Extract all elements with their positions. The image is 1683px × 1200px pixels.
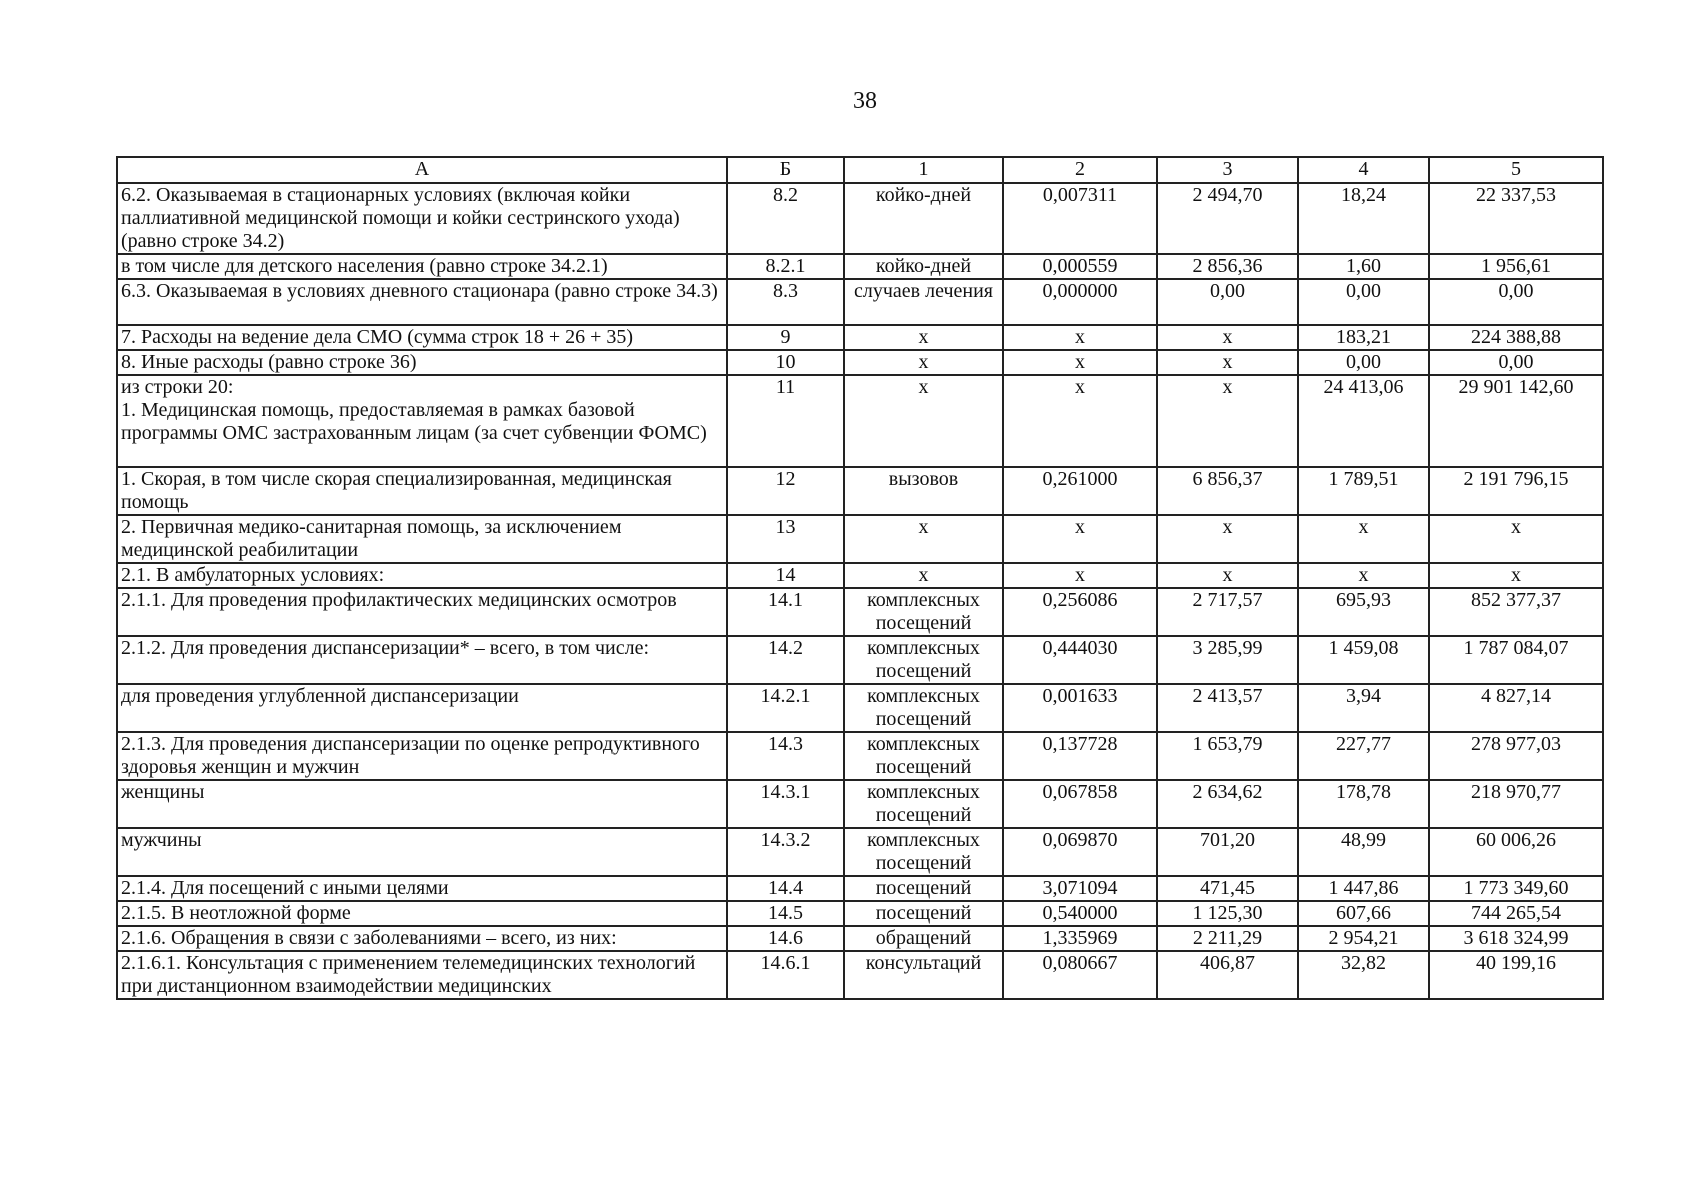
table-cell: 2 494,70: [1157, 183, 1298, 254]
row-label-cell: 1. Скорая, в том числе скорая специализированная, медицинская помощь: [117, 467, 727, 515]
row-label-cell: 7. Расходы на ведение дела СМО (сумма строк 18 + 26 + 35): [117, 325, 727, 350]
table-cell: 3,071094: [1003, 876, 1157, 901]
table-cell: 0,256086: [1003, 588, 1157, 636]
table-cell: комплексных посещений: [844, 684, 1003, 732]
table-cell: х: [1003, 375, 1157, 467]
table-cell: х: [844, 375, 1003, 467]
table-cell: 8.3: [727, 279, 844, 325]
table-cell: 14.3.2: [727, 828, 844, 876]
row-label-cell: 6.3. Оказываемая в условиях дневного стационара (равно строке 34.3): [117, 279, 727, 325]
table-cell: 1 459,08: [1298, 636, 1429, 684]
table-cell: х: [1157, 325, 1298, 350]
row-label-cell: мужчины: [117, 828, 727, 876]
row-label-cell: 8. Иные расходы (равно строке 36): [117, 350, 727, 375]
table-cell: 1 956,61: [1429, 254, 1603, 279]
table-cell: 0,444030: [1003, 636, 1157, 684]
table-cell: 10: [727, 350, 844, 375]
table-cell: 14.5: [727, 901, 844, 926]
table-cell: 4 827,14: [1429, 684, 1603, 732]
row-label-cell: 2.1.2. Для проведения диспансеризации* – всего, в том числе:: [117, 636, 727, 684]
table-cell: 14.3: [727, 732, 844, 780]
table-cell: 8.2.1: [727, 254, 844, 279]
table-cell: 14.1: [727, 588, 844, 636]
table-cell: 18,24: [1298, 183, 1429, 254]
table-cell: 227,77: [1298, 732, 1429, 780]
table-cell: 471,45: [1157, 876, 1298, 901]
table-cell: 14: [727, 563, 844, 588]
table-cell: 701,20: [1157, 828, 1298, 876]
row-label-cell: 2.1.6.1. Консультация с применением телемедицинских технологий при дистанционном взаимодействии медицинских: [117, 951, 727, 999]
table-row: [117, 828, 1603, 876]
table-row: [117, 951, 1603, 999]
column-header: А: [117, 157, 727, 183]
table-cell: 9: [727, 325, 844, 350]
table-cell: 1,335969: [1003, 926, 1157, 951]
table-cell: 178,78: [1298, 780, 1429, 828]
table-row: [117, 732, 1603, 780]
row-label-cell: 2. Первичная медико-санитарная помощь, за исключением медицинской реабилитации: [117, 515, 727, 563]
table-cell: 0,540000: [1003, 901, 1157, 926]
table-row: [117, 325, 1603, 350]
header-row: [117, 157, 1603, 183]
table-cell: х: [1298, 563, 1429, 588]
table-cell: койко-дней: [844, 183, 1003, 254]
table-cell: комплексных посещений: [844, 780, 1003, 828]
table-cell: 24 413,06: [1298, 375, 1429, 467]
table-row: [117, 254, 1603, 279]
table-cell: х: [1429, 563, 1603, 588]
table-cell: 1 773 349,60: [1429, 876, 1603, 901]
table-row: [117, 876, 1603, 901]
table-cell: х: [1157, 350, 1298, 375]
column-header: 3: [1157, 157, 1298, 183]
table-cell: 0,00: [1429, 350, 1603, 375]
row-label-cell: 2.1.4. Для посещений с иными целями: [117, 876, 727, 901]
table-cell: х: [1003, 325, 1157, 350]
table-cell: 1,60: [1298, 254, 1429, 279]
table-cell: х: [844, 515, 1003, 563]
table-cell: 218 970,77: [1429, 780, 1603, 828]
table-cell: х: [1003, 350, 1157, 375]
table-cell: 14.6.1: [727, 951, 844, 999]
table-cell: х: [1429, 515, 1603, 563]
table-cell: 0,00: [1429, 279, 1603, 325]
table-cell: х: [1157, 375, 1298, 467]
table-cell: 60 006,26: [1429, 828, 1603, 876]
table-cell: 3 285,99: [1157, 636, 1298, 684]
table-row: [117, 780, 1603, 828]
row-label-cell: 2.1. В амбулаторных условиях:: [117, 563, 727, 588]
table-cell: 14.3.1: [727, 780, 844, 828]
table-cell: х: [1298, 515, 1429, 563]
table-row: [117, 588, 1603, 636]
table-cell: 1 447,86: [1298, 876, 1429, 901]
table-cell: 1 653,79: [1157, 732, 1298, 780]
table-cell: 0,00: [1298, 350, 1429, 375]
table-cell: 0,000000: [1003, 279, 1157, 325]
table-cell: 40 199,16: [1429, 951, 1603, 999]
table-cell: 2 856,36: [1157, 254, 1298, 279]
table-row: [117, 636, 1603, 684]
table-cell: 2 717,57: [1157, 588, 1298, 636]
table-row: [117, 375, 1603, 467]
table-cell: 2 211,29: [1157, 926, 1298, 951]
table-cell: 1 787 084,07: [1429, 636, 1603, 684]
table-cell: 13: [727, 515, 844, 563]
table-cell: 695,93: [1298, 588, 1429, 636]
row-label-cell: для проведения углубленной диспансеризации: [117, 684, 727, 732]
row-label-cell: женщины: [117, 780, 727, 828]
table-cell: 22 337,53: [1429, 183, 1603, 254]
table-cell: 3 618 324,99: [1429, 926, 1603, 951]
table-cell: вызовов: [844, 467, 1003, 515]
table-row: [117, 515, 1603, 563]
table-cell: 14.6: [727, 926, 844, 951]
table-cell: х: [1003, 563, 1157, 588]
table-body: [117, 183, 1603, 999]
table-row: [117, 279, 1603, 325]
table-cell: посещений: [844, 876, 1003, 901]
table-cell: 1 789,51: [1298, 467, 1429, 515]
row-label-cell: 2.1.3. Для проведения диспансеризации по оценке репродуктивного здоровья женщин и мужчин: [117, 732, 727, 780]
table-row: [117, 926, 1603, 951]
table-row: [117, 467, 1603, 515]
table-cell: посещений: [844, 901, 1003, 926]
table-cell: х: [1003, 515, 1157, 563]
table-row: [117, 350, 1603, 375]
table-cell: х: [844, 350, 1003, 375]
table-cell: 607,66: [1298, 901, 1429, 926]
page-number: 38: [853, 88, 877, 114]
table-cell: 14.2.1: [727, 684, 844, 732]
table-cell: 3,94: [1298, 684, 1429, 732]
table-row: [117, 183, 1603, 254]
column-header: Б: [727, 157, 844, 183]
table-cell: консультаций: [844, 951, 1003, 999]
table-cell: 0,000559: [1003, 254, 1157, 279]
row-label-cell: 6.2. Оказываемая в стационарных условиях (включая койки паллиативной медицинской помощи и койки сестринского ухода) (равно строке 34.2): [117, 183, 727, 254]
column-header: 4: [1298, 157, 1429, 183]
table-row: [117, 901, 1603, 926]
table-cell: 0,007311: [1003, 183, 1157, 254]
table-cell: х: [844, 563, 1003, 588]
table-cell: 744 265,54: [1429, 901, 1603, 926]
table-cell: 11: [727, 375, 844, 467]
table-cell: 2 634,62: [1157, 780, 1298, 828]
column-header: 2: [1003, 157, 1157, 183]
table-cell: 224 388,88: [1429, 325, 1603, 350]
table-cell: 2 954,21: [1298, 926, 1429, 951]
table-cell: 14.2: [727, 636, 844, 684]
column-header: 1: [844, 157, 1003, 183]
table-row: [117, 684, 1603, 732]
table-cell: 48,99: [1298, 828, 1429, 876]
table-cell: обращений: [844, 926, 1003, 951]
table-cell: 0,080667: [1003, 951, 1157, 999]
table-cell: 29 901 142,60: [1429, 375, 1603, 467]
table-cell: 183,21: [1298, 325, 1429, 350]
table-cell: 852 377,37: [1429, 588, 1603, 636]
table-cell: 2 191 796,15: [1429, 467, 1603, 515]
table-cell: комплексных посещений: [844, 828, 1003, 876]
table-cell: случаев лечения: [844, 279, 1003, 325]
table-cell: 8.2: [727, 183, 844, 254]
column-header: 5: [1429, 157, 1603, 183]
table-cell: х: [1157, 563, 1298, 588]
table-cell: 0,067858: [1003, 780, 1157, 828]
table-cell: 0,069870: [1003, 828, 1157, 876]
table-cell: 278 977,03: [1429, 732, 1603, 780]
table-cell: 0,261000: [1003, 467, 1157, 515]
table-cell: 2 413,57: [1157, 684, 1298, 732]
table-cell: х: [1157, 515, 1298, 563]
table-cell: 0,00: [1157, 279, 1298, 325]
table-cell: комплексных посещений: [844, 636, 1003, 684]
table-cell: 14.4: [727, 876, 844, 901]
table-cell: комплексных посещений: [844, 732, 1003, 780]
row-label-cell: 2.1.1. Для проведения профилактических медицинских осмотров: [117, 588, 727, 636]
table-cell: 1 125,30: [1157, 901, 1298, 926]
table-cell: 12: [727, 467, 844, 515]
row-label-cell: 2.1.5. В неотложной форме: [117, 901, 727, 926]
row-label-cell: в том числе для детского населения (равно строке 34.2.1): [117, 254, 727, 279]
table-cell: 32,82: [1298, 951, 1429, 999]
table-cell: х: [844, 325, 1003, 350]
table-cell: комплексных посещений: [844, 588, 1003, 636]
table-cell: 6 856,37: [1157, 467, 1298, 515]
row-label-cell: из строки 20: 1. Медицинская помощь, предоставляемая в рамках базовой программы ОМС застрахованным лицам (за счет субвенции ФОМС): [117, 375, 727, 467]
row-label-cell: 2.1.6. Обращения в связи с заболеваниями – всего, из них:: [117, 926, 727, 951]
table-cell: 0,001633: [1003, 684, 1157, 732]
table-row: [117, 563, 1603, 588]
table-cell: койко-дней: [844, 254, 1003, 279]
table-cell: 0,137728: [1003, 732, 1157, 780]
table-cell: 0,00: [1298, 279, 1429, 325]
table-cell: 406,87: [1157, 951, 1298, 999]
data-table: [116, 156, 1604, 1000]
